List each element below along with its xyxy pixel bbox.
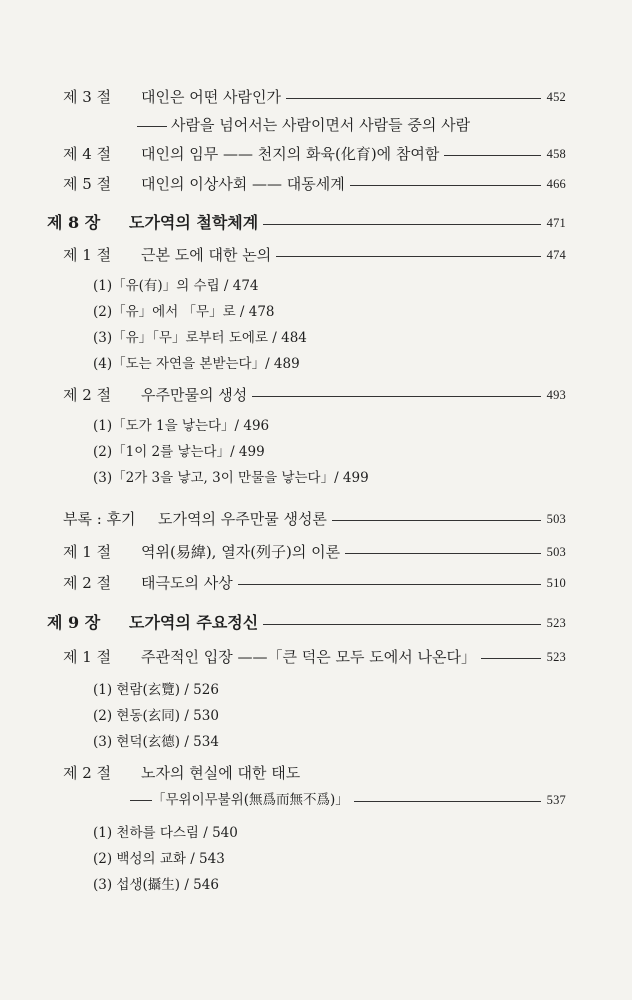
page-number: 510	[546, 576, 566, 590]
toc-item: (2)「유」에서 「무」로 / 478	[93, 304, 275, 320]
dot-leader	[238, 584, 541, 585]
dot-leader	[332, 520, 541, 521]
page-number: 466	[546, 177, 566, 191]
dot-leader	[354, 801, 541, 802]
page-number: 452	[546, 90, 566, 104]
toc-item: (3) 현덕(玄德) / 534	[93, 734, 219, 750]
entry-title: 태극도의 사상	[141, 574, 233, 592]
entry-title: 대인의 이상사회 —— 대동세계	[141, 175, 345, 193]
section-label: 제 1 절	[63, 246, 112, 264]
appendix-label: 부록 : 후기	[63, 510, 136, 528]
dot-leader	[444, 155, 540, 156]
toc-item: (2)「1이 2를 낳는다」/ 499	[93, 444, 265, 460]
toc-subtitle	[0, 790, 632, 810]
entry-title: 역위(易緯), 열자(列子)의 이론	[141, 543, 341, 561]
dot-leader	[263, 224, 540, 225]
section-label: 제 2 절	[63, 574, 112, 592]
toc-entry	[0, 647, 632, 667]
chapter-title: 도가역의 주요정신	[129, 613, 259, 632]
page-number: 503	[546, 512, 566, 526]
toc-entry	[0, 245, 632, 265]
section-label: 제 1 절	[63, 648, 112, 666]
dot-leader	[350, 185, 541, 186]
em-dash	[130, 800, 152, 801]
toc-item: (2) 현동(玄同) / 530	[93, 708, 219, 724]
toc-item: (1)「도가 1을 낳는다」/ 496	[93, 418, 270, 434]
section-label: 제 2 절	[63, 386, 112, 404]
dot-leader	[263, 624, 540, 625]
toc-chapter	[0, 213, 632, 233]
toc-item: (3)「유」「무」로부터 도에로 / 484	[93, 330, 307, 346]
toc-entry	[0, 87, 632, 107]
page-number: 471	[546, 216, 566, 230]
toc-item: (1) 현람(玄覽) / 526	[93, 682, 219, 698]
entry-title: 대인은 어떤 사람인가	[141, 88, 281, 106]
dot-leader	[286, 98, 541, 99]
chapter-title: 도가역의 철학체계	[129, 213, 259, 232]
dot-leader	[276, 256, 540, 257]
toc-entry	[0, 542, 632, 562]
em-dash	[137, 126, 167, 127]
page-number: 474	[546, 248, 566, 262]
dot-leader	[252, 396, 540, 397]
toc-item: (1) 천하를 다스림 / 540	[93, 825, 238, 841]
section-label: 제 3 절	[63, 88, 112, 106]
page-number: 523	[546, 616, 566, 630]
dot-leader	[481, 658, 541, 659]
toc-subtitle	[0, 115, 632, 135]
toc-chapter	[0, 613, 632, 633]
toc-entry	[0, 763, 632, 783]
entry-subtitle: 사람을 넘어서는 사람이면서 사람들 중의 사람	[171, 116, 471, 134]
dot-leader	[345, 553, 540, 554]
page-number: 493	[546, 388, 566, 402]
toc-appendix	[0, 509, 632, 529]
entry-title: 대인의 임무 —— 천지의 화육(化育)에 참여함	[141, 145, 440, 163]
entry-title: 근본 도에 대한 논의	[141, 246, 272, 264]
chapter-label: 제 9 장	[47, 613, 101, 632]
page-number: 458	[546, 147, 566, 161]
toc-item: (4)「도는 자연을 본받는다」/ 489	[93, 356, 300, 372]
section-label: 제 2 절	[63, 764, 112, 782]
section-label: 제 1 절	[63, 543, 112, 561]
toc-item: (3) 섭생(攝生) / 546	[93, 877, 219, 893]
entry-title: 노자의 현실에 대한 태도	[141, 764, 301, 782]
toc-entry	[0, 573, 632, 593]
toc-entry	[0, 385, 632, 405]
entry-title: 도가역의 우주만물 생성론	[158, 510, 327, 528]
page-number: 537	[546, 793, 566, 807]
entry-subtitle: 「무위이무불위(無爲而無不爲)」	[152, 792, 349, 808]
page-number: 503	[546, 545, 566, 559]
toc-item: (3)「2가 3을 낳고, 3이 만물을 낳는다」/ 499	[93, 470, 369, 486]
toc-item: (2) 백성의 교화 / 543	[93, 851, 225, 867]
entry-title: 우주만물의 생성	[141, 386, 248, 404]
section-label: 제 4 절	[63, 145, 112, 163]
entry-title: 주관적인 입장 ——「큰 덕은 모두 도에서 나온다」	[141, 648, 476, 666]
toc-entry	[0, 174, 632, 194]
section-label: 제 5 절	[63, 175, 112, 193]
toc-item: (1)「유(有)」의 수립 / 474	[93, 278, 259, 294]
page-number: 523	[546, 650, 566, 664]
toc-entry	[0, 144, 632, 164]
chapter-label: 제 8 장	[47, 213, 101, 232]
